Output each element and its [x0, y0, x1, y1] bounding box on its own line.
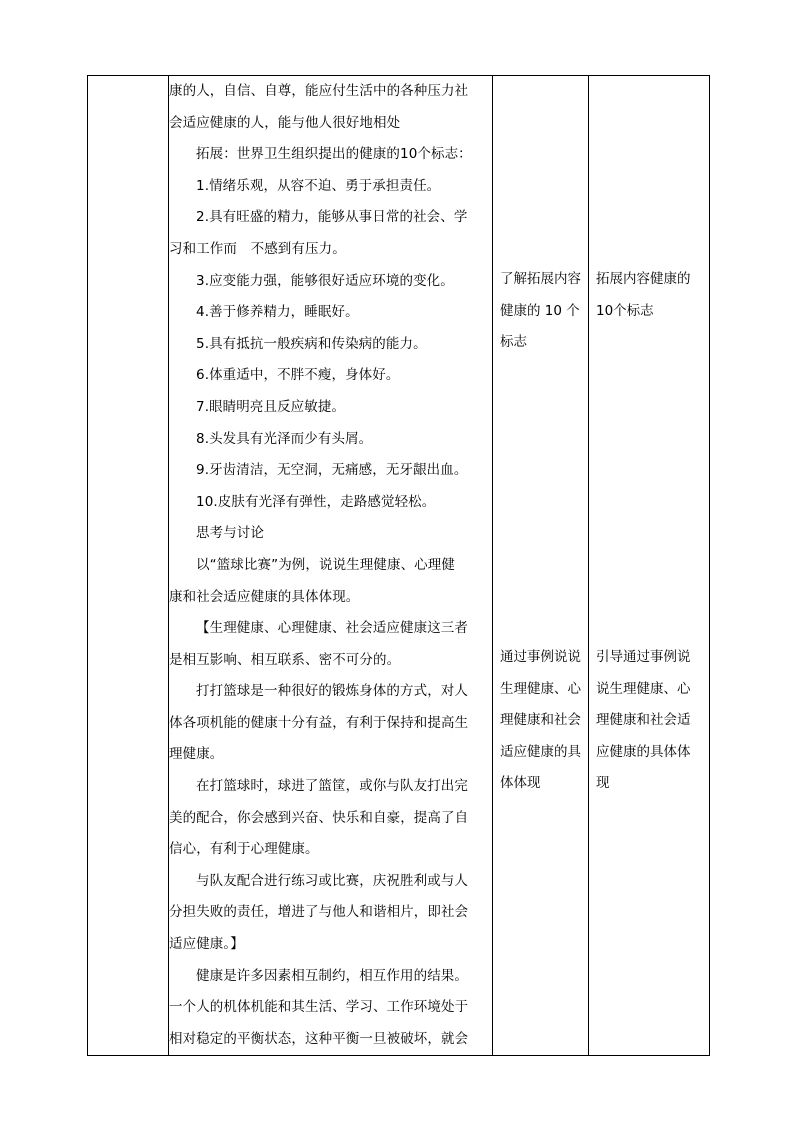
activity-line: 应健康的具体体	[596, 743, 691, 760]
content-line: 4.善于修养精力，睡眠好。	[196, 304, 359, 321]
content-line: 理健康。	[169, 746, 224, 763]
content-line: 3.应变能力强，能够很好适应环境的变化。	[196, 272, 454, 289]
content-line: 健康是许多因素相互制约，相互作用的结果。	[196, 967, 468, 984]
content-lines	[169, 76, 492, 1055]
content-line: 相对稳定的平衡状态，这种平衡一旦被破坏，就会	[169, 1030, 469, 1047]
objective-line: 通过事例说说	[500, 649, 581, 665]
content-line: 以“篮球比赛”为例，说说生理健康、心理健	[196, 556, 455, 573]
content-line: 7.眼睛明亮且反应敏捷。	[196, 398, 346, 415]
content-line: 9.牙齿清洁，无空洞，无痛感，无牙龈出血。	[196, 462, 468, 479]
activity-block-guidance	[596, 642, 707, 800]
activity-block-extension	[596, 264, 707, 327]
objective-line: 了解拓展内容	[500, 271, 581, 287]
activity-line: 理健康和社会适	[596, 712, 691, 729]
content-line: 2.具有旺盛的精力，能够从事日常的社会、学	[196, 209, 468, 226]
content-line: 会适应健康的人，能与他人很好地相处	[169, 114, 401, 131]
content-line: 美的配合，你会感到兴奋、快乐和自豪，提高了自	[169, 809, 469, 826]
table-row	[88, 76, 710, 1056]
content-line: 信心，有利于心理健康。	[169, 841, 319, 858]
content-line: 与队友配合进行练习或比赛，庆祝胜利或与人	[196, 872, 468, 889]
content-line: 康的人，自信、自尊，能应付生活中的各种压力社	[169, 83, 469, 99]
content-line: 是相互影响、相互联系、密不可分的。	[169, 651, 401, 668]
objective-cell	[493, 76, 589, 1056]
empty-stage-cell	[88, 76, 169, 1056]
content-line: 适应健康。】	[169, 936, 244, 953]
content-line: 体各项机能的健康十分有益，有利于保持和提高生	[169, 714, 469, 731]
teaching-content-cell	[169, 76, 493, 1056]
objective-line: 标志	[500, 334, 527, 351]
content-line: 10.皮肤有光泽有弹性，走路感觉轻松。	[196, 493, 436, 510]
content-line: 8.头发具有光泽而少有头屑。	[196, 430, 373, 447]
lesson-plan-table	[87, 75, 710, 1056]
content-line: 康和社会适应健康的具体体现。	[169, 588, 360, 605]
activity-line: 引导通过事例说	[596, 649, 691, 665]
objective-line: 适应健康的具	[500, 743, 581, 760]
content-line: 习和工作而 不感到有压力。	[169, 240, 346, 257]
content-line: 5.具有抵抗一般疾病和传染病的能力。	[196, 335, 427, 352]
activity-line: 拓展内容健康的	[596, 271, 691, 287]
activity-line: 现	[596, 775, 610, 792]
content-line: 一个人的机体机能和其生活、学习、工作环境处于	[169, 999, 469, 1016]
objective-line: 生理健康、心	[500, 680, 581, 697]
objective-line: 健康的 10 个	[500, 302, 580, 319]
content-line: 分担失败的责任，增进了与他人和谐相片，即社会	[169, 904, 469, 921]
content-line: 打打篮球是一种很好的锻炼身体的方式，对人	[196, 683, 468, 700]
objective-block-examples	[500, 642, 586, 800]
objective-line: 体体现	[500, 775, 541, 792]
activity-line: 说生理健康、心	[596, 680, 691, 697]
content-line: 1.情绪乐观，从容不迫、勇于承担责任。	[196, 177, 441, 194]
activity-cell	[589, 76, 710, 1056]
objective-block-extension	[500, 264, 586, 359]
content-line: 在打篮球时，球进了篮筐，或你与队友打出完	[196, 778, 468, 795]
content-line: 【生理健康、心理健康、社会适应健康这三者	[196, 620, 468, 637]
activity-line: 10个标志	[596, 302, 654, 319]
content-line: 6.体重适中，不胖不瘦，身体好。	[196, 367, 400, 384]
objective-line: 理健康和社会	[500, 712, 581, 729]
content-line: 思考与讨论	[196, 525, 264, 542]
content-line: 拓展：世界卫生组织提出的健康的10个标志：	[196, 146, 472, 163]
